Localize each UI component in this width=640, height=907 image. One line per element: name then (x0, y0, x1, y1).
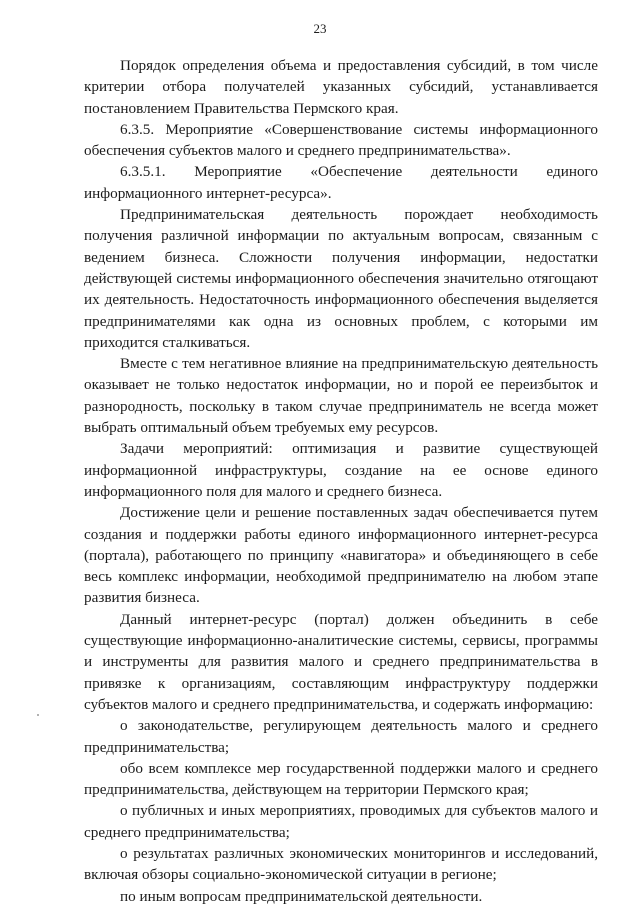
paragraph-information-need: Предпринимательская деятельность порождает необходимость получения различной информации по актуальным вопросам, связанным с ведением бизнеса. Сложности получения информации, недостатки действующей системы информационного обеспечения значительно отягощают их деятельность. Недостаточность информационного обеспечения выделяется предпринимателями как одна из основных проблем, с которыми им приходится сталкиваться. (84, 206, 598, 351)
list-item-public-events: о публичных и иных мероприятиях, проводимых для субъектов малого и среднего предпринимательства; (84, 802, 598, 841)
list-item-legislation: о законодательстве, регулирующем деятельность малого и среднего предпринимательства; (84, 717, 598, 756)
list-item-state-support: обо всем комплексе мер государственной поддержки малого и среднего предпринимательства, действующем на территории Пермского края; (84, 759, 598, 799)
paragraph-information-overload: Вместе с тем негативное влияние на предпринимательскую деятельность оказывает не только недостаток информации, но и порой ее переизбыток и разнородность, поскольку в таком случае предприниматель не всегда может выбрать оптимальный объем требуемых ему ресурсов. (84, 355, 598, 437)
paragraph-goal-achievement: Достижение цели и решение поставленных задач обеспечивается путем создания и поддержки работы единого информационного интернет-ресурса (портала), работающего по принципу «навигатора» и объединяющего в себе весь комплекс информации, необходимой предпринимателю на любом этапе развития бизнеса. (84, 504, 598, 607)
list-item-monitoring-results: о результатах различных экономических мониторингов и исследований, включая обзоры социально-экономической ситуации в регионе; (84, 844, 598, 884)
scan-artifact (37, 714, 39, 716)
paragraph-section-6-3-5: 6.3.5. Мероприятие «Совершенствование системы информационного обеспечения субъектов малого и среднего предпринимательства». (84, 120, 598, 160)
document-body (84, 55, 598, 907)
paragraph-section-6-3-5-1: 6.3.5.1. Мероприятие «Обеспечение деятельности единого информационного интернет-ресурса». (84, 163, 598, 202)
paragraph-subsidy-procedure: Порядок определения объема и предоставления субсидий, в том числе критерии отбора получателей указанных субсидий, устанавливается постановлением Правительства Пермского края. (84, 57, 598, 117)
paragraph-portal-content: Данный интернет-ресурс (портал) должен объединить в себе существующие информационно-аналитические системы, сервисы, программы и инструменты для развития малого и среднего предпринимательства в привязке к организациям, составляющим инфраструктуру поддержки субъектов малого и среднего предпринимательства, и содержать информацию: (84, 610, 598, 713)
page-number: 23 (313, 21, 327, 36)
paragraph-tasks: Задачи мероприятий: оптимизация и развитие существующей информационной инфраструктуры, создание на ее основе единого информационного поля для малого и среднего бизнеса. (84, 440, 598, 500)
list-item-other-questions: по иным вопросам предпринимательской деятельности. (120, 887, 483, 905)
